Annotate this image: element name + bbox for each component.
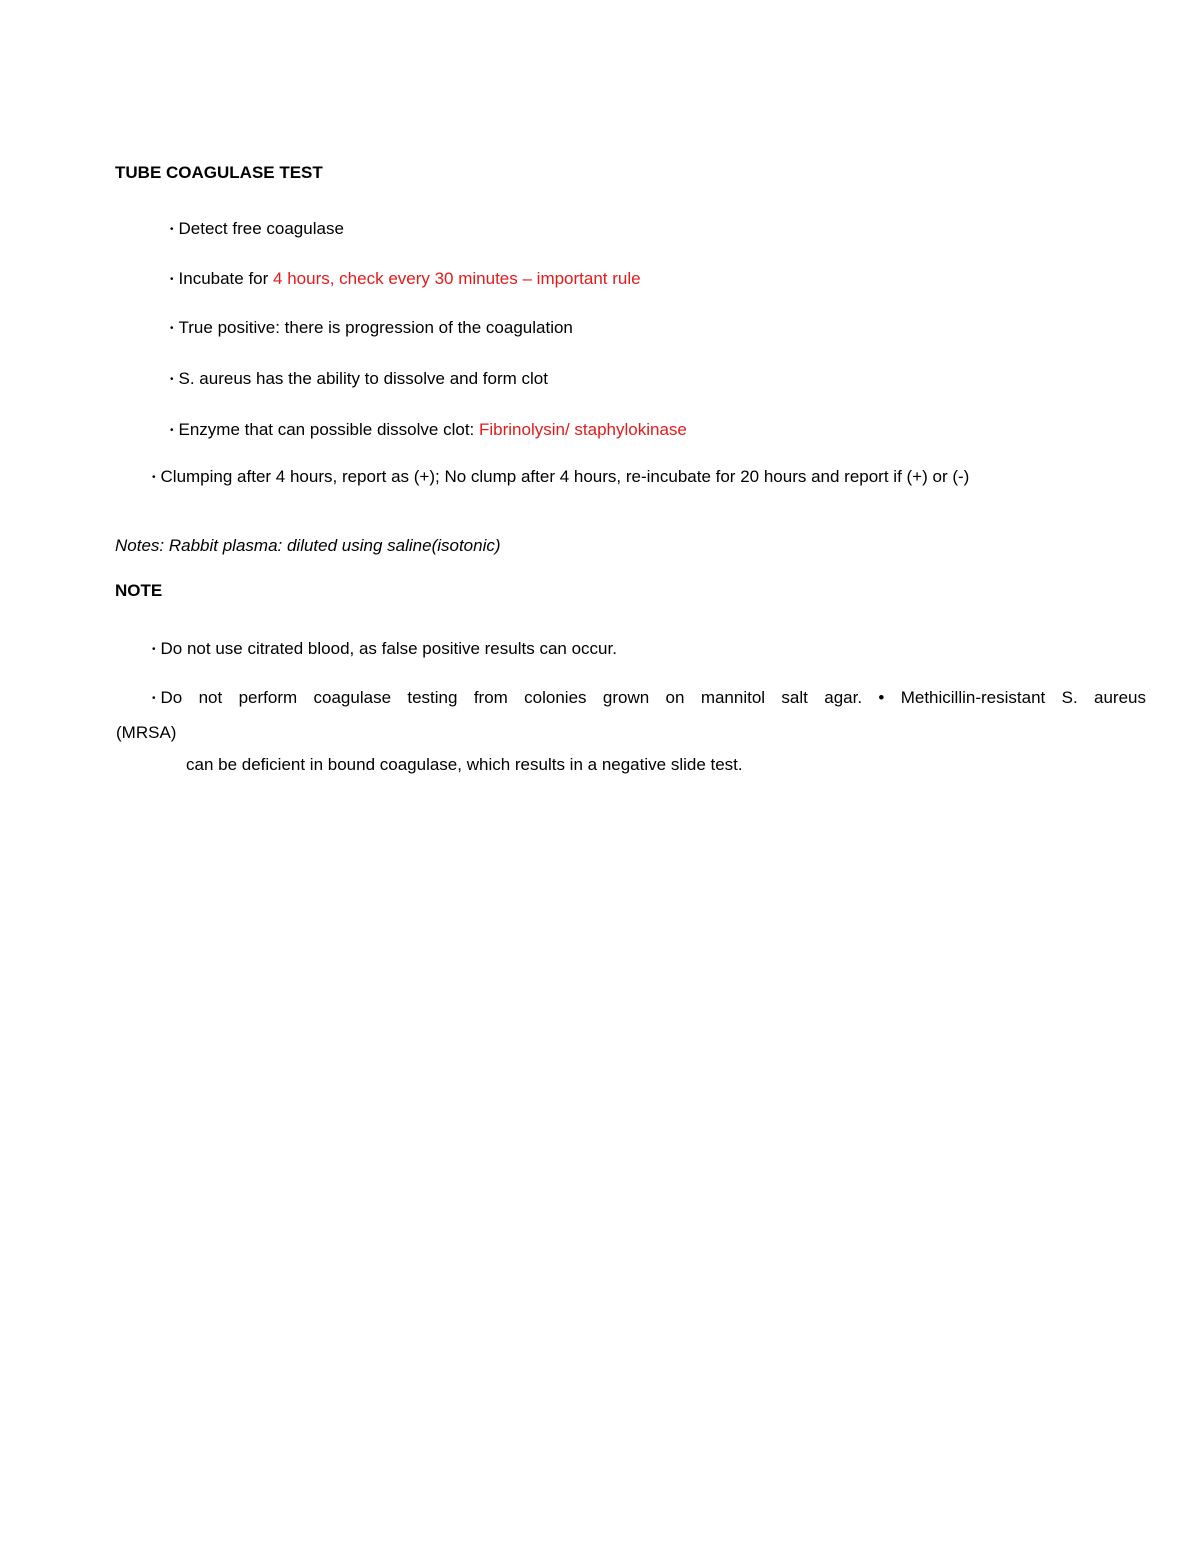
list-item xyxy=(170,218,344,241)
list-item xyxy=(170,268,641,291)
page-title: TUBE COAGULASE TEST xyxy=(115,163,323,182)
list-item xyxy=(170,368,548,391)
notes-line: Notes: Rabbit plasma: diluted using saline(isotonic) xyxy=(115,536,501,555)
bullet-icon: • xyxy=(170,425,174,436)
note-item-text: Do not use citrated blood, as false positive results can occur. xyxy=(160,639,617,658)
list-item xyxy=(170,317,573,340)
bullet-icon: • xyxy=(170,374,174,385)
list-item-text: S. aureus has the ability to dissolve and form clot xyxy=(178,369,548,388)
highlight-text: Fibrinolysin/ staphylokinase xyxy=(479,420,687,439)
list-item-text: Enzyme that can possible dissolve clot: xyxy=(178,420,479,439)
bullet-icon: • xyxy=(152,472,156,483)
bullet-icon: • xyxy=(170,224,174,235)
list-item-text: Clumping after 4 hours, report as (+); No clump after 4 hours, re-incubate for 20 hours and report if (+) or (-) xyxy=(160,467,970,486)
note-item-text: Do not perform coagulase testing from colonies grown on mannitol salt agar. • Methicillin-resistant S. aureus xyxy=(160,688,1146,707)
note-item xyxy=(152,687,1146,710)
note-heading: NOTE xyxy=(115,581,163,600)
bullet-icon: • xyxy=(152,693,156,704)
list-item-text: Detect free coagulase xyxy=(178,219,344,238)
note-continuation: can be deficient in bound coagulase, which results in a negative slide test. xyxy=(186,755,743,774)
list-item xyxy=(152,466,969,489)
list-item-text: Incubate for xyxy=(178,269,274,288)
highlight-text: 4 hours, check every 30 minutes – important rule xyxy=(273,269,641,288)
note-item xyxy=(152,638,617,661)
list-item-text: True positive: there is progression of the coagulation xyxy=(178,318,573,337)
list-item xyxy=(170,419,687,442)
bullet-icon: • xyxy=(170,274,174,285)
bullet-icon: • xyxy=(152,644,156,655)
note-continuation: (MRSA) xyxy=(116,723,177,742)
bullet-icon: • xyxy=(170,323,174,334)
